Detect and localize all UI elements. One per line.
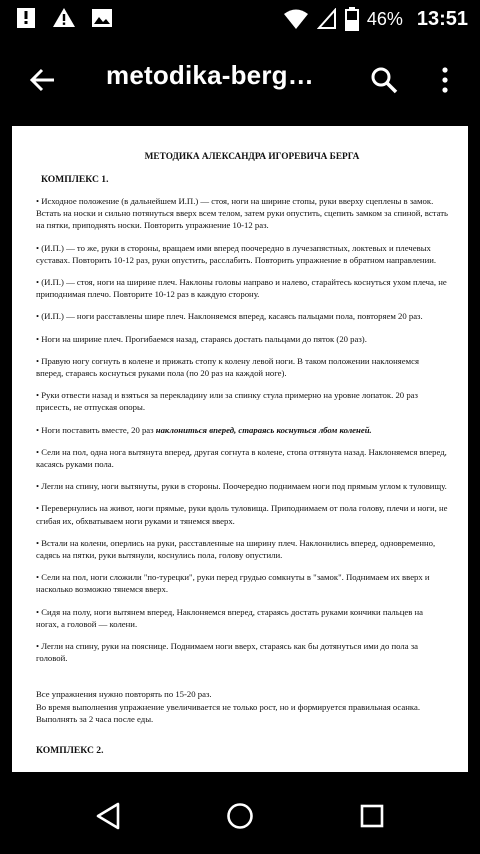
signal-icon [317,8,337,30]
summary-line: Все упражнения нужно повторять по 15-20 раз. [36,689,212,700]
summary-text [36,688,448,725]
recents-square-icon [359,803,385,829]
back-triangle-icon [95,802,121,830]
exercise-paragraph: • Сели на пол, ноги сложили "по-турецки", руки перед грудью сомкнуты в "замок". Поднимаем их вверх и насколько возможно тянемся вверх. [36,572,430,595]
section-heading-2: КОМПЛЕКС 2. [36,745,104,757]
search-icon [370,66,398,94]
exercise-paragraph: • Исходное положение (в дальнейшем И.П.) — стоя, ноги на ширине стопы, руки вверху сцеплены в замок. Встать на носки и сильно потянуться вверх всем телом, затем руки опустить, сцепить замком за спиной, встать на пятки, приподнять носки. Повторить упражнение 10-12 раз. [36,196,448,231]
download-icon [14,6,38,30]
para-text: • Ноги поставить вместе, 20 раз [36,424,156,435]
exercise-paragraph [36,424,448,436]
status-bar [0,0,480,38]
exercise-paragraph: • (И.П.) — то же, руки в стороны, вращаем ими вперед поочередно в лучезапястных, локтевых и плечевых суставах. Повторить 10-12 раз, руки опустить, расслабить. Повторить упражнение в обратном направлении. [36,242,437,265]
battery-icon [345,7,359,31]
exercise-paragraph: • Руки отвести назад и взяться за перекладину или за спинку стула примерно на уровне лопаток. 20 раз присесть, не отпуская опоры. [36,390,418,413]
doc-heading: МЕТОДИКА АЛЕКСАНДРА ИГОРЕВИЧА БЕРГА [144,152,360,162]
exercise-paragraph: • Перевернулись на живот, ноги прямые, руки вдоль туловища. Приподнимаем от пола голову, плечи и ноги, не сгибая их, обхватываем ноги руками и тянемся вверх. [36,503,448,526]
document-page [12,126,468,772]
section-heading-1: КОМПЛЕКС 1. [41,174,109,185]
nav-home-button[interactable] [220,796,260,836]
document-title: metodika-berg… [106,60,314,90]
exercise-paragraph: • Ноги на ширине плеч. Прогибаемся назад, стараясь достать пальцами до пяток (20 раз). [36,333,367,344]
exercise-paragraph: • Сидя на полу, ноги вытянем вперед, Наклоняемся вперед, стараясь достать руками кончики пальцев на ногах, а головой — колени. [36,606,424,629]
app-bar [0,38,480,120]
home-circle-icon [226,802,254,830]
nav-recents-button[interactable] [352,796,392,836]
clock: 13:51 [416,7,468,30]
back-button[interactable] [22,60,62,100]
exercise-paragraph: • Встали на колени, оперлись на руки, расставленные на ширину плеч. Наклонились вперед, одновременно, садясь на пятки, руки вытянули, коснулись пола, голову опустили. [36,537,436,561]
document-viewer[interactable] [0,120,480,778]
exercise-paragraph: • (И.П.) — ноги расставлены шире плеч. Наклоняемся вперед, касаясь пальцами пола, повторяем 20 раз. [36,311,423,322]
exercise-paragraph: • Легли на спину, ноги вытянуты, руки в стороны. Поочередно поднимаем ноги под прямым углом к туловищу. [36,481,447,492]
arrow-left-icon [29,68,55,92]
image-icon [90,6,114,30]
exercise-paragraph: • Правую ногу согнуть в колене и прижать стопу к колену левой ноги. В таком положении наклоняемся вперед, стараясь коснуться руками пола (по 20 раз на каждой ноге). [36,355,419,379]
battery-percentage: 46% [366,8,403,29]
summary-line: Во время выполнения упражнение увеличивается не только рост, но и формируется правильная осанка. Выполнять за 2 часа после еды. [36,701,421,724]
exercise-paragraph: • Сели на пол, одна нога вытянута вперед, другая согнута в колене, стопа оттянута назад. Наклоняемся вперед, касаясь руками пола. [36,446,447,470]
more-vert-icon [441,67,449,93]
exercise-paragraph: • (И.П.) — стоя, ноги на ширине плеч. Наклоны головы направо и налево, старайтесь коснуться ухом плеча, не приподнимая плечо. Повторите 10-12 раз в каждую сторону. [36,277,447,300]
para-emphasis: наклониться вперед, стараясь коснуться лбом коленей. [155,424,372,435]
nav-back-button[interactable] [88,796,128,836]
search-button[interactable] [364,60,404,100]
more-options-button[interactable] [430,60,460,100]
wifi-icon [283,8,309,30]
navigation-bar [0,778,480,854]
warning-icon [52,6,76,30]
exercise-paragraph: • Легли на спину, руки на пояснице. Поднимаем ноги вверх, стараясь как бы дотянуться ими до пола за головой. [36,641,419,664]
